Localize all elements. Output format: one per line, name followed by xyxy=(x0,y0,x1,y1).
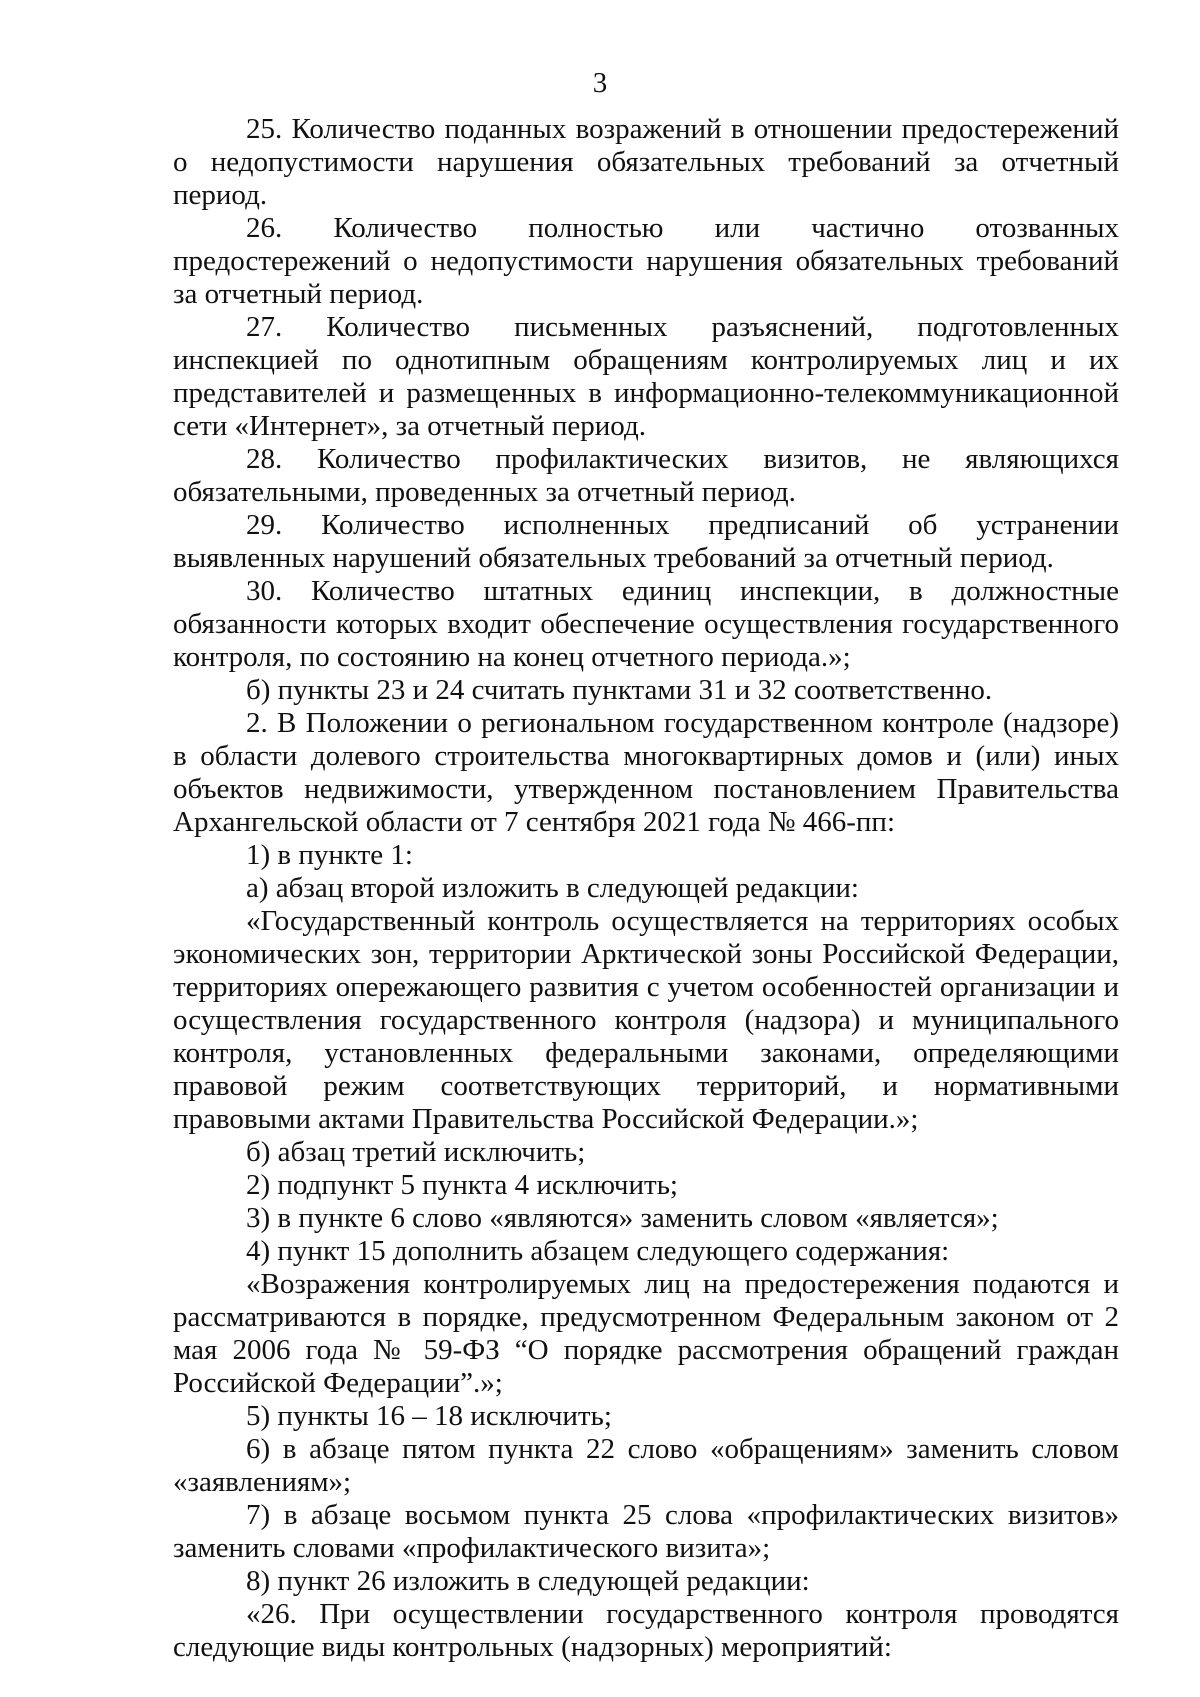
paragraph-b-exclude: б) абзац третий исключить; xyxy=(246,1136,586,1168)
paragraph-29: 29. Количество исполненных предписаний об устранении выявленных нарушений обязательных требований за отчетный период. xyxy=(173,509,1119,574)
paragraph-25: 25. Количество поданных возражений в отношении предостережений о недопустимости нарушения обязательных требований за отчетный период. xyxy=(173,113,1119,211)
paragraph-4-add: 4) пункт 15 дополнить абзацем следующего содержания: xyxy=(246,1235,950,1267)
paragraph-6-replace: 6) в абзаце пятом пункта 22 слово «обращениям» заменить словом «заявлениям»; xyxy=(173,1433,1119,1498)
paragraph-quote-26: «26. При осуществлении государственного контроля проводятся следующие виды контрольных (надзорных) мероприятий: xyxy=(173,1598,1119,1663)
paragraph-a-abzac: а) абзац второй изложить в следующей редакции: xyxy=(246,872,859,904)
paragraph-30: 30. Количество штатных единиц инспекции, в должностные обязанности которых входит обеспечение осуществления государственного контроля, по состоянию на конец отчетного периода.»; xyxy=(173,575,1119,673)
paragraph-quote-control: «Государственный контроль осуществляется на территориях особых экономических зон, территории Арктической зоны Российской Федерации, территориях опережающего развития с учетом особенностей организации и осуществления государственного контроля (надзора) и муниципального контроля, установленных федеральными законами, определяющими правовой режим соответствующих территорий, и нормативными правовыми актами Правительства Российской Федерации.»; xyxy=(173,905,1119,1135)
paragraph-quote-objections: «Возражения контролируемых лиц на предостережения подаются и рассматриваются в порядке, предусмотренном Федеральным законом от 2 мая 2006 года № 59-ФЗ “О порядке рассмотрения обращений граждан Российской Федерации”.»; xyxy=(173,1268,1119,1399)
paragraph-1-point: 1) в пункте 1: xyxy=(246,839,413,871)
paragraph-8-edit: 8) пункт 26 изложить в следующей редакции: xyxy=(246,1565,810,1597)
paragraph-28: 28. Количество профилактических визитов, не являющихся обязательными, проведенных за отчетный период. xyxy=(173,443,1119,508)
paragraph-3-word: 3) в пункте 6 слово «являются» заменить словом «является»; xyxy=(246,1202,999,1234)
paragraph-7-replace: 7) в абзаце восьмом пункта 25 слова «профилактических визитов» заменить словами «профилактического визита»; xyxy=(173,1499,1119,1564)
page-number: 3 xyxy=(592,67,608,99)
paragraph-2-subpoint: 2) подпункт 5 пункта 4 исключить; xyxy=(246,1169,678,1201)
paragraph-5-exclude: 5) пункты 16 – 18 исключить; xyxy=(246,1400,612,1432)
paragraph-2-regulation: 2. В Положении о региональном государственном контроле (надзоре) в области долевого строительства многоквартирных домов и (или) иных объектов недвижимости, утвержденном постановлением Правительства Архангельской области от 7 сентября 2021 года № 466-пп: xyxy=(173,707,1119,838)
document-body xyxy=(173,113,1119,1664)
paragraph-26: 26. Количество полностью или частично отозванных предостережений о недопустимости нарушения обязательных требований за отчетный период. xyxy=(173,212,1119,310)
paragraph-b-renumber: б) пункты 23 и 24 считать пунктами 31 и 32 соответственно. xyxy=(246,674,993,706)
paragraph-27: 27. Количество письменных разъяснений, подготовленных инспекцией по однотипным обращениям контролируемых лиц и их представителей и размещенных в информационно-телекоммуникационной сети «Интернет», за отчетный период. xyxy=(173,311,1119,442)
